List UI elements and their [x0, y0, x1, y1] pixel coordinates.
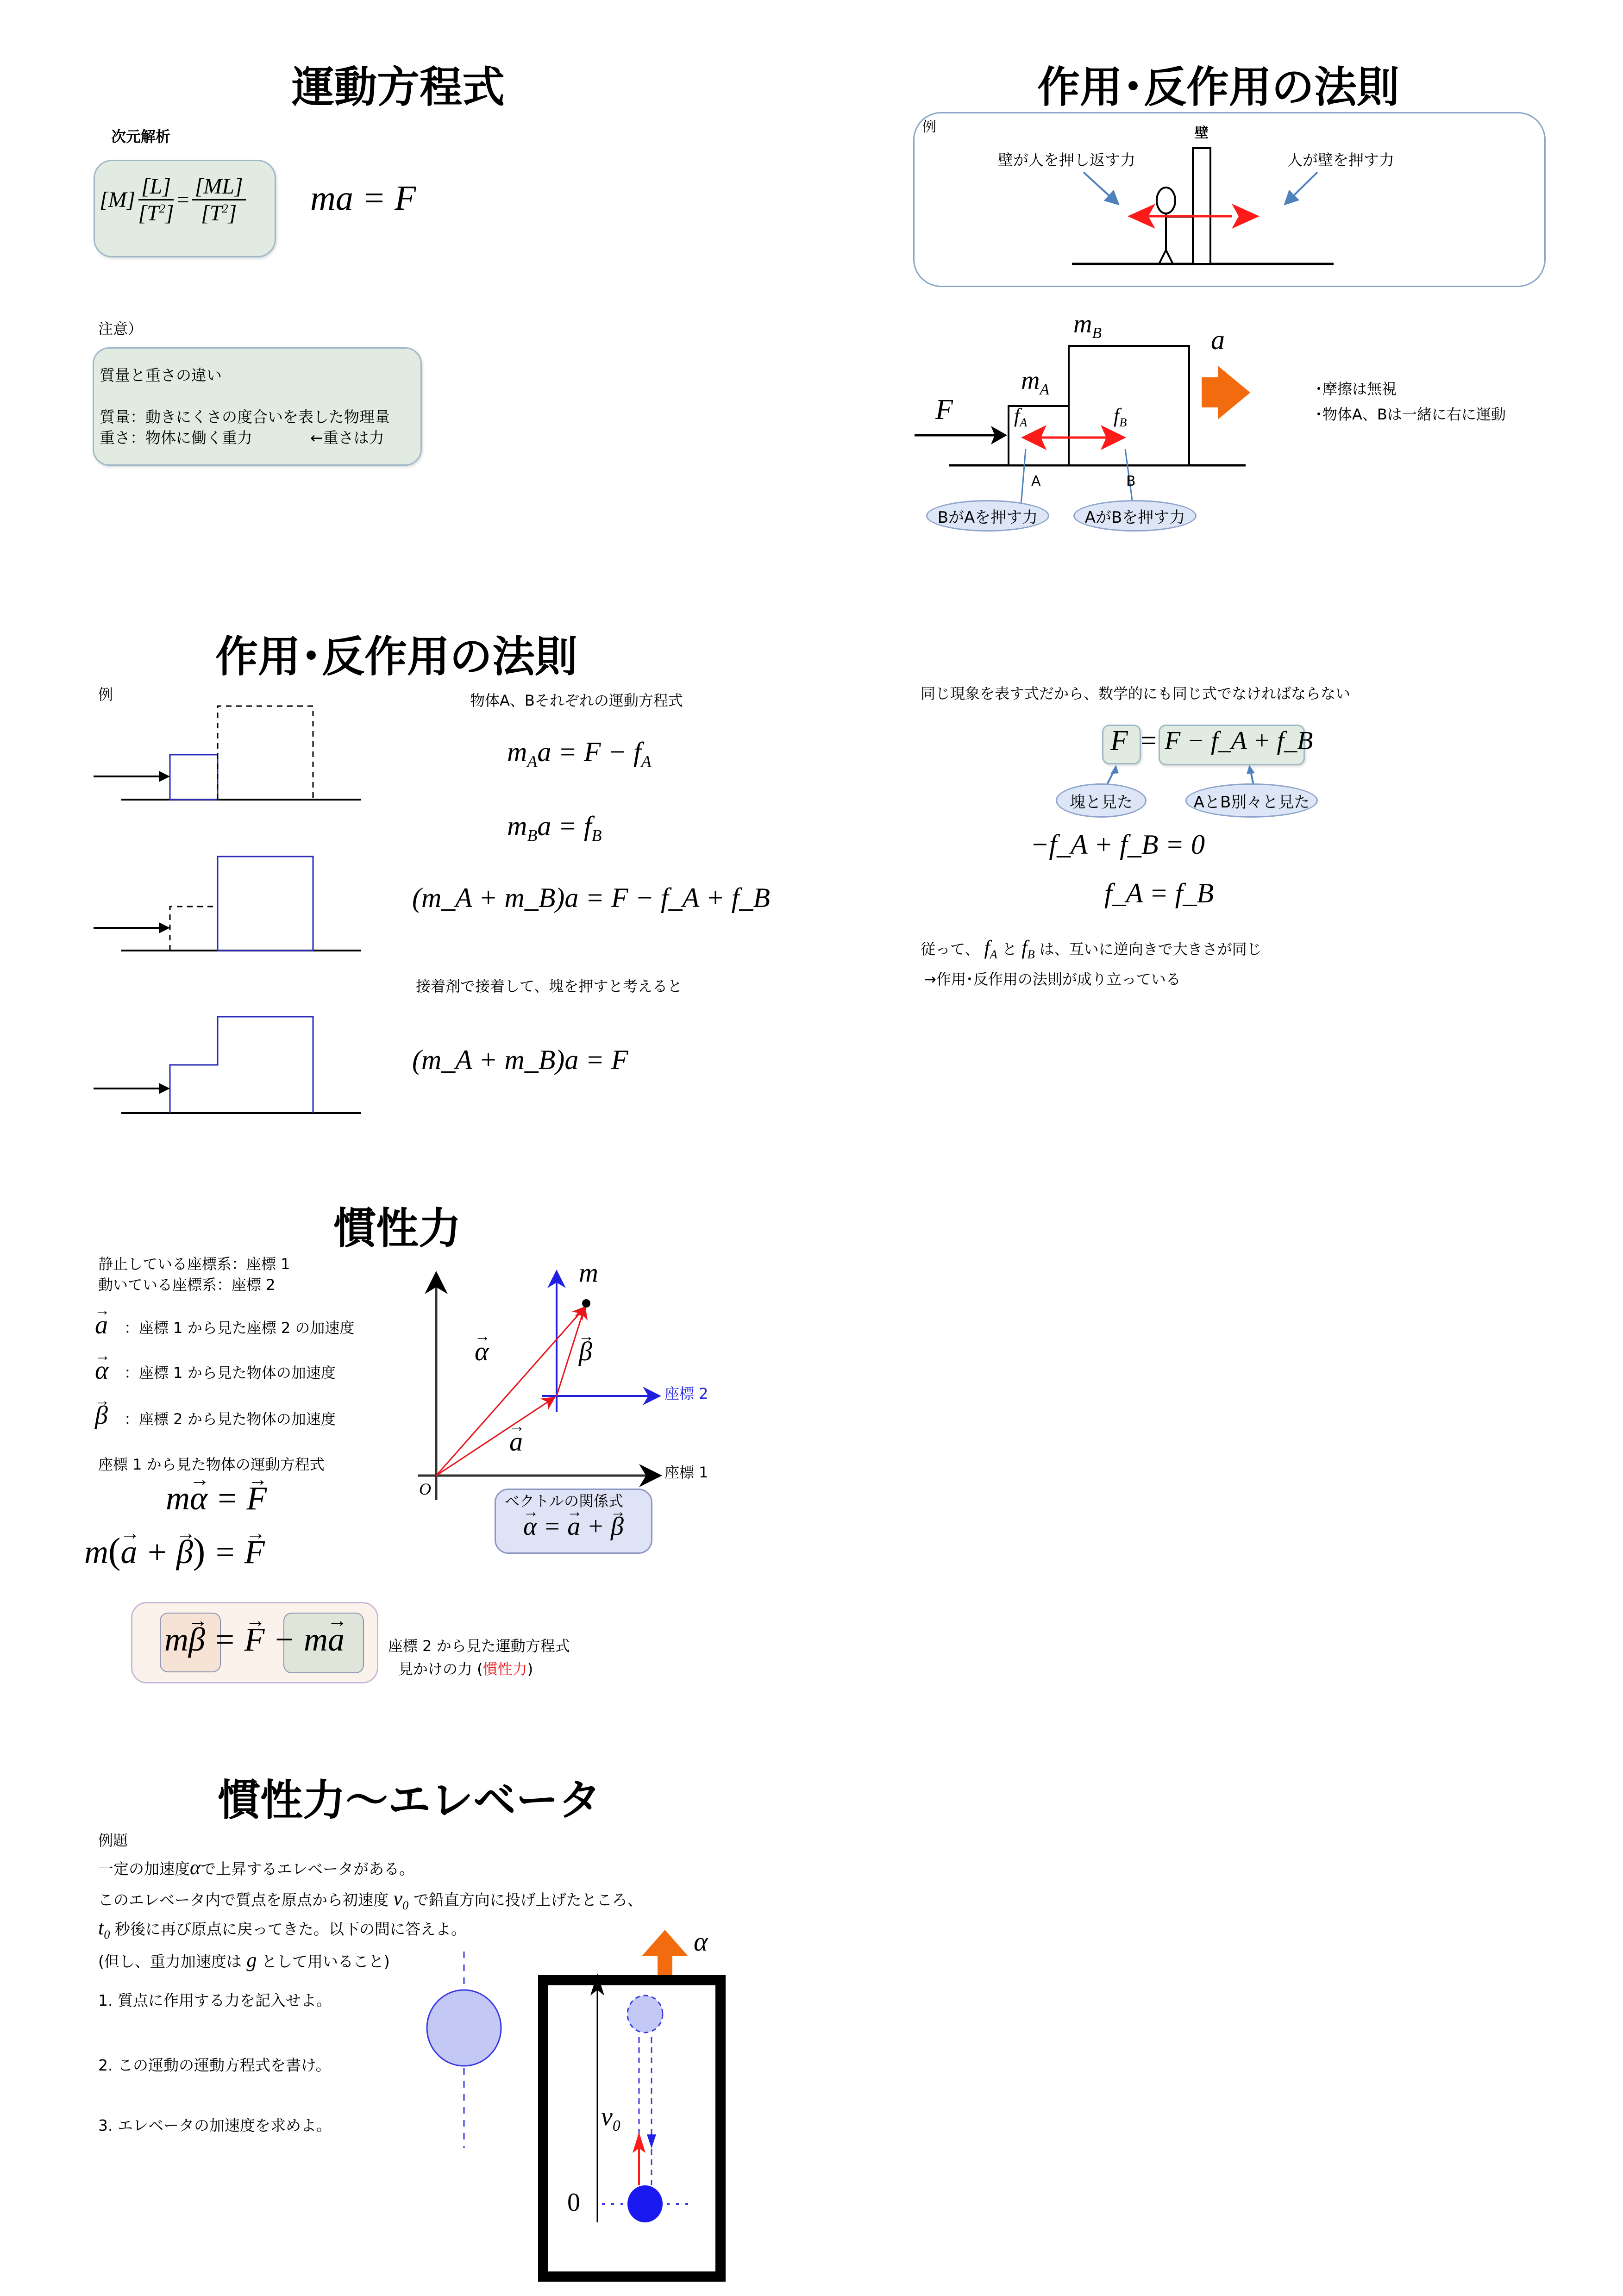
moving-frame-text: 動いている座標系：座標 2 [98, 1276, 276, 1294]
wall-pushes-person-caption: 壁が人を押し返す力 [998, 151, 1135, 169]
dim-ML: [ML] [192, 174, 246, 200]
eq-sum: (m_A + m_B)a = F − f_A + f_B [412, 882, 770, 913]
note-heading: 質量と重さの違い [100, 366, 222, 384]
dim-T2-left: $[T^2]$ [138, 201, 174, 225]
orange-up-arrow [642, 1930, 688, 1977]
question-2: 2. この運動の運動方程式を書け。 [98, 2056, 331, 2074]
blocks-note-2: ･物体A、Bは一緒に右に運動 [1315, 406, 1506, 423]
note-line2-remark: ←重さは力 [310, 429, 384, 447]
oval-a-pushes-b: AがBを押す力 [1073, 500, 1197, 532]
dim-T2-right: $[T^2]$ [201, 201, 237, 225]
problem-line-3: $t_0$ 秒後に再び原点に戻ってきた。以下の問に答えよ。 [98, 1916, 466, 1942]
section6-title: 慣性力〜エレベータ [218, 1776, 602, 1825]
law-holds-line: →作用･反作用の法則が成り立っている [924, 970, 1181, 988]
elevator-alpha-label: α [694, 1927, 708, 1957]
sym-a-vector: → a [95, 1310, 108, 1340]
mass-A-label: $m_A$ [1021, 366, 1049, 398]
wall-example-label: 例 [922, 119, 936, 135]
section5-title: 慣性力 [333, 1204, 462, 1253]
v0-label: $v_0$ [601, 2102, 620, 2134]
question-1: 1. 質点に作用する力を記入せよ。 [98, 1991, 332, 2009]
sym-alpha-vector: → α [95, 1356, 108, 1385]
section2-title: 作用･反作用の法則 [1037, 63, 1400, 112]
newton-equation: ma = F [310, 179, 416, 218]
ball-at-origin [627, 2185, 663, 2222]
diagram-beta-label: → β [579, 1336, 592, 1367]
eq-box-right-text: F − f_A + f_B [1165, 726, 1313, 755]
conclusion-line: 従って、 $f_A$ と $f_B$ は、互いに逆向きで大きさが同じ [921, 936, 1262, 962]
note-line2: 重さ：物体に働く重力 [100, 429, 252, 447]
axis2-label: 座標 2 [664, 1385, 708, 1402]
question-3: 3. エレベータの加速度を求めよ。 [98, 2116, 332, 2134]
note-label: 注意） [98, 320, 143, 338]
block-A-label: A [1031, 473, 1041, 489]
blocks-note-1: ･摩擦は無視 [1315, 380, 1397, 398]
vector-relation-eq: → α = → a + → β [523, 1512, 624, 1541]
origin-label: O [419, 1480, 431, 1498]
section3-example-label: 例 [98, 686, 113, 703]
inertial-force-red: 慣性力 [483, 1660, 527, 1678]
dim-M: [M] [100, 188, 136, 212]
glue-text: 接着剤で接着して、塊を押すと考えると [416, 977, 683, 995]
fictitious-force-caption: 見かけの力 (慣性力) [398, 1660, 533, 1678]
problem-line-1: 一定の加速度αで上昇するエレベータがある。 [98, 1856, 415, 1879]
diagram-mass-label: m [579, 1257, 598, 1288]
large-ball [427, 1990, 501, 2066]
problem-line-2: このエレベータ内で質点を原点から初速度 $v_0$ で鉛直方向に投げ上げたところ、 [98, 1887, 643, 1913]
oval-viewed-as-lump: 塊と見た [1056, 783, 1147, 818]
dim-equals: = [176, 188, 189, 212]
eq-box-equals: = [1140, 725, 1157, 757]
eom-a-plus-beta: m(→ a + → β) = → F [84, 1530, 265, 1572]
section3-title: 作用･反作用の法則 [215, 632, 578, 682]
stationary-frame-text: 静止している座標系：座標 1 [98, 1255, 290, 1273]
vector-relation-title: ベクトルの関係式 [505, 1492, 624, 1510]
accel-label: a [1211, 325, 1225, 355]
dimension-analysis-label: 次元解析 [111, 128, 171, 145]
note-line1: 質量：動きにくさの度合いを表した物理量 [100, 408, 390, 426]
block-B-label: B [1126, 473, 1136, 489]
dim-L: [L] [138, 174, 174, 200]
inertial-eq-text: m→ β = → F − m→ a [164, 1620, 345, 1659]
origin-zero-label: 0 [567, 2188, 580, 2217]
axis1-label: 座標 1 [664, 1464, 708, 1481]
oval-viewed-separately: AとB別々と見た [1185, 783, 1318, 818]
eq-combined: (m_A + m_B)a = F [412, 1045, 628, 1075]
person-pushes-wall-caption: 人が壁を押す力 [1287, 151, 1394, 169]
mass-B-label: $m_B$ [1073, 310, 1102, 342]
fA-label: $f_A$ [1014, 404, 1028, 430]
ghost-ball [627, 1996, 663, 2033]
oval-b-pushes-a: BがAを押す力 [926, 500, 1049, 532]
section1-title: 運動方程式 [292, 63, 505, 112]
diagram-alpha-label: → α [475, 1336, 489, 1367]
eq-fA-plus-fB-zero: −f_A + f_B = 0 [1030, 829, 1205, 860]
eq-fA-equals-fB: f_A = f_B [1104, 878, 1214, 908]
def-alpha: ：座標 1 から見た物体の加速度 [124, 1364, 336, 1382]
def-a: ：座標 1 から見た座標 2 の加速度 [124, 1319, 355, 1337]
eq-block-A: $m_Aa = F - f_A$ [507, 737, 652, 771]
def-beta: ：座標 2 から見た物体の加速度 [124, 1410, 336, 1428]
fB-label: $f_B$ [1114, 404, 1127, 430]
problem-line-4: (但し、重力加速度は g として用いること) [98, 1949, 390, 1971]
sym-beta-vector: → β [95, 1401, 108, 1430]
wall-label: 壁 [1195, 125, 1209, 141]
eom-alpha: m→ α = → F [166, 1479, 267, 1518]
each-eom-header: 物体A、Bそれぞれの運動方程式 [470, 692, 683, 709]
eq-block-B: $m_Ba = f_B$ [507, 811, 602, 845]
eom-frame1-label: 座標 1 から見た物体の運動方程式 [98, 1456, 325, 1473]
frame2-eom-caption: 座標 2 から見た運動方程式 [388, 1637, 570, 1655]
force-F-label: F [935, 394, 953, 425]
same-phenomenon-text: 同じ現象を表す式だから、数学的にも同じ式でなければならない [921, 685, 1351, 702]
example-problem-label: 例題 [98, 1832, 128, 1849]
diagram-a-label: → a [509, 1426, 523, 1457]
eq-box-left-text: F [1110, 725, 1128, 757]
